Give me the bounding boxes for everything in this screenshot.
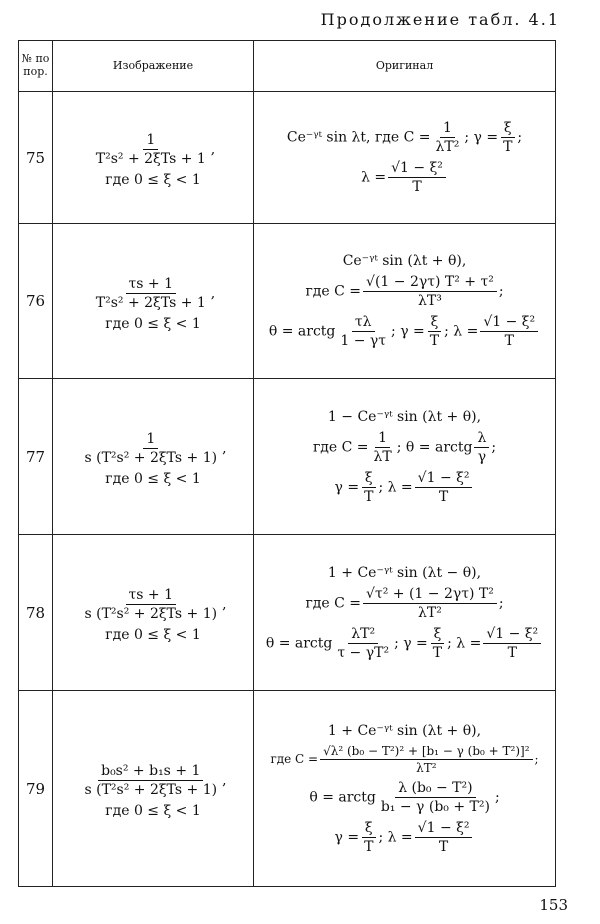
fraction-denominator: λT² bbox=[435, 139, 460, 155]
table-continuation-title: Продолжение табл. 4.1 bbox=[320, 10, 560, 29]
formula-text: ; bbox=[491, 439, 497, 455]
image-condition: где 0 ≤ ξ < 1 bbox=[105, 803, 201, 819]
formula-text: ; λ = bbox=[378, 829, 413, 845]
fraction-numerator: b₀s² + b₁s + 1 bbox=[98, 763, 203, 781]
row-number: 75 bbox=[19, 92, 53, 224]
formula-fraction bbox=[415, 820, 473, 855]
column-original-header: Оригинал bbox=[254, 41, 556, 92]
fraction-denominator: γ bbox=[477, 448, 487, 465]
row-number: 76 bbox=[19, 224, 53, 379]
table-row bbox=[19, 379, 556, 535]
original-cell bbox=[254, 224, 556, 379]
formula-text: ; bbox=[494, 789, 500, 805]
fraction-denominator: T bbox=[438, 488, 449, 505]
formula-text: где C = bbox=[305, 595, 362, 611]
formula-text: θ = arctg bbox=[265, 635, 333, 651]
formula-text: 1 + Ce⁻ᵞᵗ sin (λt − θ), bbox=[327, 564, 482, 581]
formula-text: ; γ = bbox=[464, 129, 499, 146]
fraction-numerator: λ bbox=[474, 430, 489, 448]
fraction-denominator: T bbox=[412, 179, 422, 195]
fraction-denominator: T bbox=[364, 488, 374, 505]
fraction-denominator: b₁ − γ (b₀ + T²) bbox=[380, 798, 490, 815]
fraction-numerator: λ (b₀ − T²) bbox=[395, 780, 475, 798]
image-condition: где 0 ≤ ξ < 1 bbox=[105, 315, 201, 332]
formula-fraction bbox=[363, 274, 497, 309]
fraction-numerator: √(1 − 2γτ) T² + τ² bbox=[363, 274, 497, 292]
fraction-denominator: λT² bbox=[416, 760, 437, 775]
image-fraction bbox=[81, 763, 220, 798]
formula-text: ; bbox=[498, 595, 504, 611]
formula-fraction bbox=[415, 470, 473, 505]
formula-text: где C = bbox=[312, 439, 369, 455]
fraction-numerator: √1 − ξ² bbox=[388, 160, 446, 178]
image-fraction bbox=[81, 431, 220, 466]
formula-text: ; λ = bbox=[447, 635, 482, 651]
fraction-numerator: √1 − ξ² bbox=[415, 470, 473, 488]
fraction-denominator: s (T²s² + 2ξTs + 1) bbox=[84, 606, 218, 622]
image-cell: $\frac{1}{\text{s (T²s² + 2ξTs + 1)}}$ , где 0 ≤ ξ < 1 bbox=[53, 379, 254, 535]
fraction-denominator: s (T²s² + 2ξTs + 1) bbox=[84, 782, 218, 798]
formula-fraction bbox=[361, 470, 376, 505]
formula-fraction bbox=[500, 120, 515, 155]
formula-fraction bbox=[480, 314, 538, 349]
formula-text: Ce⁻ᵞᵗ sin λt, где C = bbox=[286, 129, 431, 146]
formula-fraction bbox=[334, 626, 392, 661]
image-fraction bbox=[81, 587, 220, 622]
fraction-denominator: T bbox=[438, 838, 449, 855]
formula-fraction bbox=[378, 780, 493, 815]
fraction-denominator: T bbox=[364, 838, 374, 855]
formula-fraction bbox=[388, 160, 446, 195]
formula-text: ; γ = bbox=[394, 635, 428, 651]
fraction-numerator: ξ bbox=[428, 314, 442, 332]
row-number: 77 bbox=[19, 379, 53, 535]
fraction-numerator: √λ² (b₀ − T²)² + [b₁ − γ (b₀ + T²)]² bbox=[320, 744, 532, 760]
formula-text: ; bbox=[498, 283, 504, 300]
transform-table bbox=[18, 40, 556, 887]
fraction-denominator: τ − γT² bbox=[337, 644, 390, 661]
fraction-numerator: √1 − ξ² bbox=[480, 314, 538, 332]
formula-text: ; γ = bbox=[391, 323, 425, 340]
formula-text: ; λ = bbox=[378, 479, 413, 495]
column-number-header: № по пор. bbox=[19, 41, 53, 92]
original-cell bbox=[254, 92, 556, 224]
fraction-numerator: τλ bbox=[352, 314, 375, 332]
fraction-denominator: T bbox=[429, 333, 440, 349]
fraction-numerator: ξ bbox=[431, 626, 445, 644]
image-condition: где 0 ≤ ξ < 1 bbox=[105, 172, 201, 188]
formula-text: где C = bbox=[270, 751, 319, 766]
fraction-numerator: 1 bbox=[375, 430, 390, 448]
formula-fraction bbox=[320, 744, 532, 775]
formula-text: где C = bbox=[305, 283, 362, 300]
formula-text: λ = bbox=[361, 169, 387, 186]
image-fraction bbox=[93, 276, 209, 311]
fraction-numerator: λT² bbox=[348, 626, 378, 644]
image-fraction bbox=[93, 132, 209, 167]
formula-text: θ = arctg bbox=[309, 789, 376, 805]
table-row bbox=[19, 224, 556, 379]
formula-fraction bbox=[483, 626, 541, 661]
fraction-denominator: T bbox=[507, 644, 517, 661]
formula-fraction bbox=[430, 626, 445, 661]
fraction-numerator: 1 bbox=[440, 120, 455, 138]
formula-fraction bbox=[474, 430, 489, 465]
original-cell bbox=[254, 691, 556, 887]
formula-text: 1 − Ce⁻ᵞᵗ sin (λt + θ), bbox=[327, 408, 482, 425]
formula-text: ; bbox=[534, 751, 539, 766]
table-row bbox=[19, 92, 556, 224]
table-row bbox=[19, 535, 556, 691]
fraction-denominator: λT bbox=[373, 448, 392, 465]
row-number: 78 bbox=[19, 535, 53, 691]
column-image-header: Изображение bbox=[53, 41, 254, 92]
original-cell bbox=[254, 379, 556, 535]
original-cell bbox=[254, 535, 556, 691]
table-row bbox=[19, 691, 556, 887]
formula-fraction bbox=[371, 430, 395, 465]
row-number: 79 bbox=[19, 691, 53, 887]
fraction-numerator: ξ bbox=[501, 120, 515, 138]
formula-text: γ = bbox=[334, 829, 360, 845]
image-cell: $\frac{\text{b₀s² + b₁s + 1}}{\text{s (T²s² + 2ξTs + 1)}}$ , где 0 ≤ ξ < 1 bbox=[53, 691, 254, 887]
fraction-numerator: √1 − ξ² bbox=[415, 820, 473, 838]
fraction-denominator: T²s² + 2ξTs + 1 bbox=[95, 294, 206, 311]
formula-fraction bbox=[433, 120, 463, 155]
table-header-row bbox=[19, 41, 556, 92]
formula-fraction bbox=[363, 586, 497, 621]
image-cell: $\frac{1}{\text{T²s² + 2ξTs + 1}}$ , где 0 ≤ ξ < 1 bbox=[53, 92, 254, 224]
formula-fraction bbox=[361, 820, 376, 855]
formula-text: γ = bbox=[334, 479, 360, 495]
fraction-numerator: τs + 1 bbox=[126, 587, 176, 605]
fraction-denominator: T bbox=[432, 644, 443, 661]
fraction-denominator: T bbox=[504, 333, 514, 349]
fraction-denominator: s (T²s² + 2ξTs + 1) bbox=[84, 450, 218, 466]
fraction-numerator: ξ bbox=[362, 470, 376, 488]
formula-text: θ = arctg bbox=[268, 323, 336, 340]
fraction-numerator: τs + 1 bbox=[126, 276, 176, 294]
fraction-numerator: √τ² + (1 − 2γτ) T² bbox=[363, 586, 497, 604]
image-condition: где 0 ≤ ξ < 1 bbox=[105, 471, 201, 487]
formula-text: ; λ = bbox=[444, 323, 479, 340]
fraction-numerator: ξ bbox=[362, 820, 376, 838]
formula-text: ; bbox=[517, 129, 523, 146]
fraction-denominator: 1 − γτ bbox=[340, 333, 387, 349]
formula-text: Ce⁻ᵞᵗ sin (λt + θ), bbox=[342, 253, 467, 269]
formula-text: ; θ = arctg bbox=[396, 439, 473, 455]
fraction-numerator: 1 bbox=[143, 132, 158, 150]
image-cell: $\frac{\tau s + 1}{\text{s (T²s² + 2ξTs + 1)}}$ , где 0 ≤ ξ < 1 bbox=[53, 535, 254, 691]
formula-text: 1 + Ce⁻ᵞᵗ sin (λt + θ), bbox=[327, 722, 482, 739]
fraction-denominator: λT³ bbox=[418, 293, 442, 309]
formula-fraction bbox=[427, 314, 442, 349]
page-number: 153 bbox=[539, 896, 568, 914]
fraction-numerator: 1 bbox=[143, 431, 158, 449]
formula-fraction bbox=[337, 314, 389, 349]
fraction-denominator: T²s² + 2ξTs + 1 bbox=[95, 151, 206, 167]
image-condition: где 0 ≤ ξ < 1 bbox=[105, 627, 201, 643]
fraction-denominator: λT² bbox=[418, 604, 442, 621]
fraction-denominator: T bbox=[503, 139, 513, 155]
image-cell: $\frac{\tau s + 1}{\text{T²s² + 2ξTs + 1}}$ , где 0 ≤ ξ < 1 bbox=[53, 224, 254, 379]
fraction-numerator: √1 − ξ² bbox=[483, 626, 541, 644]
